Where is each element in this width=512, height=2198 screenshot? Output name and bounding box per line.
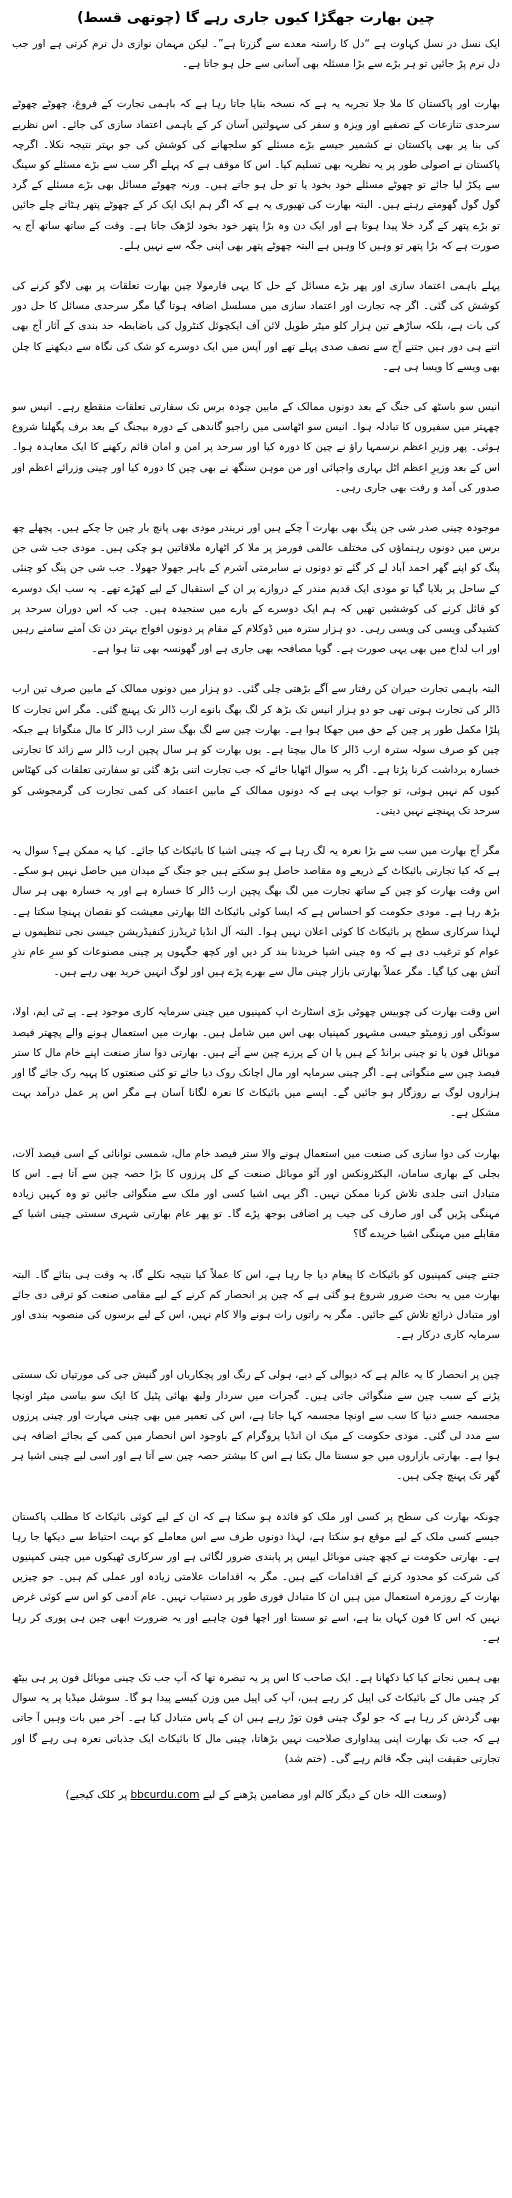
- article-paragraph: چونکہ بھارت کی سطح پر کسی اور ملک کو فائدہ ہو سکتا ہے کہ ان کے لیے کوئی بائیکاٹ کا مطلب پاکستان جیسے کسی ملک کے لیے موقع ہو سکتا ہے، لہذا دونوں طرف سے اس معاملے کو بہت احتیاط سے دیکھا جا رہا ہے۔ بھارتی حکومت نے کچھ چینی موبائل ایپس پر پابندی ضرور لگائی ہے اور سرکاری ٹھیکوں میں چینی کمپنیوں کی شرکت کو محدود کرنے کے اقدامات کیے ہیں۔ مگر یہ اقدامات علامتی زیادہ اور عملی کم ہیں۔ جو چیزیں بھارت کے روزمرہ استعمال میں ہیں ان کا متبادل فوری طور پر دستیاب نہیں۔ عام آدمی کو اس سے کوئی غرض نہیں کہ اس کا فون کہاں بنا ہے، اسے تو سستا اور اچھا فون چاہیے اور یہ ضرورت ابھی چین ہی پوری کر رہا ہے۔: [12, 1510, 500, 1644]
- article-paragraph: البتہ باہمی تجارت حیران کن رفتار سے آگے بڑھتی چلی گئی۔ دو ہزار میں دونوں ممالک کے مابین صرف تین ارب ڈالر کی تجارت ہوتی تھی جو دو ہزار انیس تک بڑھ کر لگ بھگ بانوے ارب ڈالر تک پہنچ گئی۔ مگر اس تجارت کا پلڑا مکمل طور پر چین کے حق میں جھکا ہوا ہے۔ بھارت چین سے لگ بھگ ستر ارب ڈالر کا مال منگواتا ہے جبکہ چین کو صرف سولہ سترہ ارب ڈالر کا مال بیچتا ہے۔ یوں بھارت کو ہر سال پچپن ارب ڈالر سے زائد کا تجارتی خسارہ برداشت کرنا پڑتا ہے۔ اگر یہ سوال اٹھایا جائے کہ جب تجارت اتنی بڑھ گئی تو سفارتی تعلقات کی کھٹاس کیوں کم نہیں ہوئی، تو جواب یہی ہے کہ دونوں ممالک کے مابین اعتماد کی کمی تجارت کی گرمجوشی کو سرحد تک پہنچنے نہیں دیتی۔: [12, 683, 500, 817]
- article-paragraph: اس وقت بھارت کی چوبیس چھوٹی بڑی اسٹارٹ اپ کمپنیوں میں چینی سرمایہ کاری موجود ہے۔ پے ٹی ایم، اولا، سوئگی اور زومیٹو جیسی مشہور کمپنیاں بھی اس میں شامل ہیں۔ بھارت میں استعمال ہونے والے پچھتر فیصد موبائل فون یا تو چینی برانڈ کے ہیں یا ان کے پرزے چین سے آتے ہیں۔ بھارتی دوا ساز صنعت اپنے خام مال کا ستر فیصد چین سے منگواتی ہے۔ اگر چینی سرمایہ اور مال اچانک روک دیا جائے تو کئی صنعتوں کا پہیہ رک جائے گا اور ہزاروں لوگ بے روزگار ہو جائیں گے۔ ایسے میں بائیکاٹ کا نعرہ لگانا آسان ہے مگر اس پر عمل درآمد بہت مشکل ہے۔: [12, 1006, 500, 1120]
- bbcurdu-link[interactable]: bbcurdu.com: [130, 1789, 200, 1802]
- article-body: [12, 34, 500, 1769]
- article-paragraph: بھارت اور پاکستان کا ملا جلا تجربہ یہ ہے کہ نسخہ بتایا جاتا رہا ہے کہ باہمی تجارت کے فروغ، چھوٹے چھوٹے سرحدی تنازعات کے تصفیے اور ویزہ و سفر کی سہولتیں آسان کر کے باہمی اعتماد سازی کی جائے۔ اس نظریے کی بنا پر بھی پاکستان نے کشمیر جیسے بڑے مسئلے کو سلجھانے کی کوشش کی جو بہتر نتیجہ نکلا۔ اگرچہ پاکستان نے اصولی طور پر یہ نظریہ بھی تسلیم کیا۔ اس کا موقف ہے کہ پہلے اگر سب سے بڑے مسئلے کو سینگ سے پکڑ لیا جائے تو چھوٹے مسئلے خود بخود یا تو حل ہو جاتے ہیں۔ ورنہ چھوٹے مسائل بھی بڑے مسئلے کے گرد گول گول گھومتے رہتے ہیں۔ البتہ بھارت کی تھیوری یہ ہے کہ اگر ہم ایک ایک کر کے چھوٹے پتھر ہٹاتے چلے جائیں تو بڑے پتھر کے گرد خلا پیدا ہوتا ہے اور ایک دن وہ بڑا پتھر خود بخود لڑھک جاتا ہے۔ وقت کے ساتھ ساتھ آج یہ صورت ہے کہ بڑا پتھر تو وہیں کا وہیں ہے البتہ چھوٹے پتھر بھی اپنی جگہ سے نہیں ہلے۔: [12, 98, 500, 252]
- footer-text-end: پر کلک کیجیے): [65, 1789, 128, 1802]
- article-paragraph: موجودہ چینی صدر شی جن پنگ بھی بھارت آ چکے ہیں اور نریندر مودی بھی پانچ بار چین جا چکے ہیں۔ پچھلے چھ برس میں دونوں رہنماؤں کی مختلف عالمی فورمز پر ملا کر اٹھارہ ملاقاتیں ہو چکی ہیں۔ مودی جب شی جن پنگ کو اپنے گھر احمد آباد لے کر گئے تو دونوں نے سابرمتی آشرم کے باہر جھولا جھولا۔ جب شی جن پنگ کو چنئی کے ساحل پر بلایا گیا تو مودی ایک قدیم مندر کے دروازے پر ان کے استقبال کے لیے کھڑے تھے۔ یہ سب ایک دوسرے کو قائل کرنے کی کوششیں تھیں کہ ہم ایک دوسرے کے بارے میں سنجیدہ ہیں۔ جب کہ اس دوران سرحد پر کشیدگی ویسی کی ویسی رہی۔ دو ہزار سترہ میں ڈوکلام کے مقام پر دونوں افواج بہتر دن تک آمنے سامنے رہیں اور اب لداخ میں بھی یہی صورت ہے۔ گویا مصافحہ بھی جاری ہے اور گھونسہ بھی تنا ہوا ہے۔: [12, 522, 500, 656]
- article-paragraph: جتنے چینی کمپنیوں کو بائیکاٹ کا پیغام دیا جا رہا ہے، اس کا عملاً کیا نتیجہ نکلے گا، یہ وقت ہی بتائے گا۔ البتہ بھارت میں یہ بحث ضرور شروع ہو گئی ہے کہ چین پر انحصار کم کرنے کے لیے مقامی صنعت کو ترقی دی جائے اور متبادل ذرائع تلاش کیے جائیں۔ مگر یہ راتوں رات ہونے والا کام نہیں، اس کے لیے برسوں کی منصوبہ بندی اور سرمایہ کاری درکار ہے۔: [12, 1268, 500, 1342]
- article-paragraph: ایک نسل در نسل کہاوت ہے “دل کا راستہ معدے سے گزرتا ہے”۔ لیکن مہمان نوازی دل نرم کرتی ہے اور جب دل نرم پڑ جائیں تو ہر بڑے سے بڑا مسئلہ بھی آسانی سے حل ہو جاتا ہے۔: [12, 38, 500, 71]
- article-paragraph: بھی ہمیں نجانے کیا کیا دکھانا ہے۔ ایک صاحب کا اس پر یہ تبصرہ تھا کہ آپ جب تک چینی موبائل فون پر ہی بیٹھ کر چینی مال کے بائیکاٹ کی اپیل کر رہے ہیں، آپ کی اپیل میں وزن کیسے پیدا ہو گا۔ سوشل میڈیا پر یہ سوال بھی گردش کر رہا ہے کہ جو لوگ چینی فون توڑ رہے ہیں ان کے پاس متبادل کیا ہے۔ آخر میں بات وہیں آ جاتی ہے کہ جب تک بھارت اپنی پیداواری صلاحیت نہیں بڑھاتا، چینی مال کا بائیکاٹ ایک جذباتی نعرہ ہی رہے گا اور تجارتی حقیقت اپنی جگہ قائم رہے گی۔ (ختم شد): [12, 1672, 500, 1765]
- article-paragraph: انیس سو باسٹھ کی جنگ کے بعد دونوں ممالک کے مابین چودہ برس تک سفارتی تعلقات منقطع رہے۔ انیس سو چھہتر میں سفیروں کا تبادلہ ہوا۔ انیس سو اٹھاسی میں راجیو گاندھی کے دورہ بیجنگ کے بعد برف پگھلنا شروع ہوئی۔ پھر وزیرِ اعظم نرسمہا راؤ نے چین کا دورہ کیا اور سرحد پر امن و امان قائم رکھنے کا ایک معاہدہ ہوا۔ اس کے بعد وزیرِ اعظم اٹل بہاری واجپائی اور من موہن سنگھ نے بھی چین کا دورہ کیا اور چینی وزرائے اعظم اور صدور کی آمد و رفت بھی جاری رہی۔: [12, 401, 500, 494]
- article-paragraph: بھارت کی دوا سازی کی صنعت میں استعمال ہونے والا ستر فیصد خام مال، شمسی توانائی کے اسی فیصد آلات، بجلی کے بھاری سامان، الیکٹرونکس اور آٹو موبائل صنعت کے کل پرزوں کا بڑا حصہ چین سے آتا ہے۔ اس کا متبادل اتنی جلدی تلاش کرنا ممکن نہیں۔ اگر یہی اشیا کسی اور ملک سے منگوائی جائیں تو وہ کہیں زیادہ مہنگی پڑیں گی اور صارف کی جیب پر اضافی بوجھ پڑے گا۔ تو پھر عام بھارتی شہری سستی چینی اشیا کے مقابلے میں مہنگی اشیا خریدے گا؟: [12, 1147, 500, 1241]
- footer-text: (وسعت اللہ خان کے دیگر کالم اور مضامین پڑھنے کے لیے: [202, 1789, 447, 1802]
- article-paragraph: پہلے باہمی اعتماد سازی اور پھر بڑے مسائل کے حل کا یہی فارمولا چین بھارت تعلقات پر بھی لاگو کرنے کی کوشش کی گئی۔ اگر چہ تجارت اور اعتماد سازی میں مسلسل اضافہ ہوتا گیا مگر سرحدی مسائل کا حل دور کی بات ہے، بلکہ ساڑھے تین ہزار کلو میٹر طویل لائن آف ایکچوئل کنٹرول کی باضابطہ حد بندی کے آثار آج بھی اتنے ہی دور ہیں جتنے آج سے نصف صدی پہلے تھے اور آپس میں ایک دوسرے کو شک کی نگاہ سے دیکھنے کا چلن بھی ویسے کا ویسا ہی ہے۔: [12, 280, 500, 373]
- article-footer: [12, 1789, 500, 1801]
- article-title: چین بھارت جھگڑا کیوں جاری رہے گا (چوتھی قسط): [77, 10, 435, 26]
- article-paragraph: مگر آج بھارت میں سب سے بڑا نعرہ یہ لگ رہا ہے کہ چینی اشیا کا بائیکاٹ کیا جائے۔ کیا یہ ممکن ہے؟ سوال یہ ہے کہ کیا تجارتی بائیکاٹ کے ذریعے وہ مقاصد حاصل ہو سکتے ہیں جو جنگ کے میدان میں حاصل نہیں ہو سکے۔ اس وقت بھارت کو چین کے ساتھ تجارت میں لگ بھگ پچپن ارب ڈالر کا خسارہ ہے اور یہ خسارہ بھی ہر سال بڑھ رہا ہے۔ مودی حکومت کو احساس ہے کہ ایسا کوئی بائیکاٹ الٹا بھارتی معیشت کو نقصان پہنچا سکتا ہے۔ لہذا سرکاری سطح پر بائیکاٹ کا کوئی اعلان نہیں ہوا۔ البتہ آل انڈیا ٹریڈرز کنفیڈریشن جیسی نجی تنظیموں نے عوام کو ترغیب دی ہے کہ وہ چینی اشیا خریدنا بند کر دیں اور کچھ جگہوں پر چینی مصنوعات کو سرِ عام نذرِ آتش بھی کیا گیا۔ مگر عملاً بھارتی بازار چینی مال سے بھرے پڑے ہیں اور لوگ انہیں خرید بھی رہے ہیں۔: [12, 844, 500, 979]
- article-paragraph: چین پر انحصار کا یہ عالم ہے کہ دیوالی کے دیے، ہولی کے رنگ اور پچکاریاں اور گنیش جی کی مورتیاں تک سستی پڑنے کے سبب چین سے منگوائی جاتی ہیں۔ گجرات میں سردار ولبھ بھائی پٹیل کا ایک سو بیاسی میٹر اونچا مجسمہ جسے دنیا کا سب سے اونچا مجسمہ کہا جاتا ہے، اس کی تعمیر میں بھی چینی مہارت اور چینی پرزوں سے مدد لی گئی۔ مودی حکومت کے میک ان انڈیا پروگرام کے باوجود اس انحصار میں کمی کے بجائے اضافہ ہی ہوا ہے۔ بھارتی بازاروں میں جو سستا مال بکتا ہے اس کا بیشتر حصہ چین سے آتا ہے اور اسی لیے چینی اشیا ہر گھر تک پہنچ چکی ہیں۔: [12, 1369, 500, 1483]
